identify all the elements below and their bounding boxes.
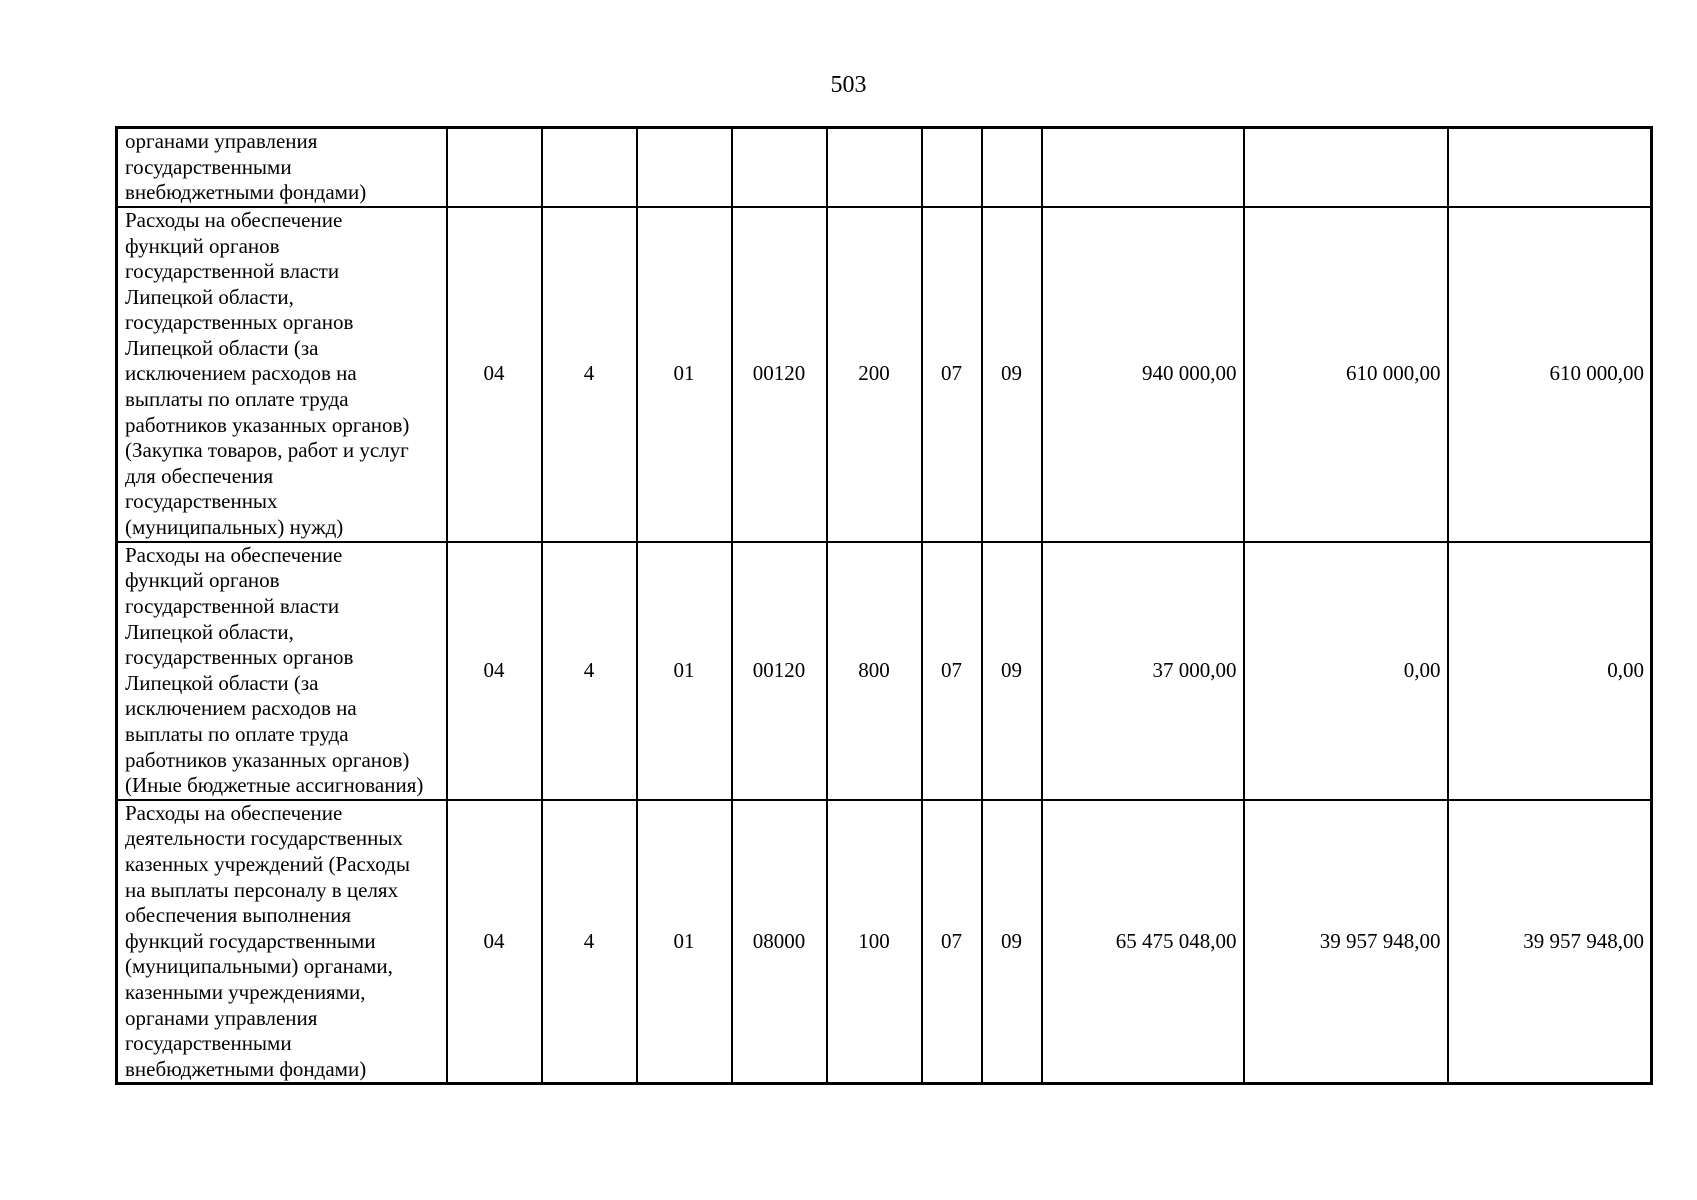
amount-cell-1: 65 475 048,00: [1042, 800, 1244, 1084]
code-cell-3: [637, 128, 732, 207]
code-cell-2: 4: [542, 207, 637, 542]
code-cell-6: 07: [922, 207, 982, 542]
table-row: [117, 128, 1652, 207]
table-row: [117, 207, 1652, 542]
code-cell-2: 4: [542, 800, 637, 1084]
expense-description: Расходы на обеспечение деятельности государственных казенных учреждений (Расходы на выплаты персоналу в целях обеспечения выполнения функций государственными (муниципальными) органами, казенными учреждениями, органами управления государственными внебюджетными фондами): [117, 800, 447, 1084]
code-cell-5: 100: [827, 800, 922, 1084]
expense-description: Расходы на обеспечение функций органов государственной власти Липецкой области, государственных органов Липецкой области (за исключением расходов на выплаты по оплате труда работников указанных органов) (Закупка товаров, работ и услуг для обеспечения государственных (муниципальных) нужд): [117, 207, 447, 542]
amount-cell-1: 940 000,00: [1042, 207, 1244, 542]
code-cell-7: [982, 128, 1042, 207]
code-cell-1: 04: [447, 207, 542, 542]
code-cell-4: 00120: [732, 542, 827, 800]
code-cell-3: 01: [637, 542, 732, 800]
code-cell-7: 09: [982, 542, 1042, 800]
amount-cell-1: [1042, 128, 1244, 207]
amount-cell-3: 39 957 948,00: [1448, 800, 1652, 1084]
amount-cell-3: 0,00: [1448, 542, 1652, 800]
code-cell-3: 01: [637, 800, 732, 1084]
code-cell-5: 800: [827, 542, 922, 800]
table-row: [117, 800, 1652, 1084]
code-cell-3: 01: [637, 207, 732, 542]
code-cell-6: 07: [922, 800, 982, 1084]
code-cell-1: 04: [447, 542, 542, 800]
code-cell-7: 09: [982, 800, 1042, 1084]
budget-table: [115, 126, 1653, 1085]
amount-cell-2: 39 957 948,00: [1244, 800, 1448, 1084]
code-cell-5: 200: [827, 207, 922, 542]
page-number: 503: [830, 72, 867, 98]
code-cell-2: 4: [542, 542, 637, 800]
amount-cell-2: 0,00: [1244, 542, 1448, 800]
code-cell-6: [922, 128, 982, 207]
code-cell-4: 00120: [732, 207, 827, 542]
amount-cell-2: 610 000,00: [1244, 207, 1448, 542]
code-cell-1: [447, 128, 542, 207]
expense-description: органами управления государственными внебюджетными фондами): [117, 128, 447, 207]
code-cell-5: [827, 128, 922, 207]
code-cell-2: [542, 128, 637, 207]
amount-cell-3: 610 000,00: [1448, 207, 1652, 542]
amount-cell-1: 37 000,00: [1042, 542, 1244, 800]
amount-cell-3: [1448, 128, 1652, 207]
expense-description: Расходы на обеспечение функций органов государственной власти Липецкой области, государственных органов Липецкой области (за исключением расходов на выплаты по оплате труда работников указанных органов) (Иные бюджетные ассигнования): [117, 542, 447, 800]
code-cell-4: [732, 128, 827, 207]
code-cell-7: 09: [982, 207, 1042, 542]
code-cell-1: 04: [447, 800, 542, 1084]
table-row: [117, 542, 1652, 800]
code-cell-6: 07: [922, 542, 982, 800]
amount-cell-2: [1244, 128, 1448, 207]
code-cell-4: 08000: [732, 800, 827, 1084]
